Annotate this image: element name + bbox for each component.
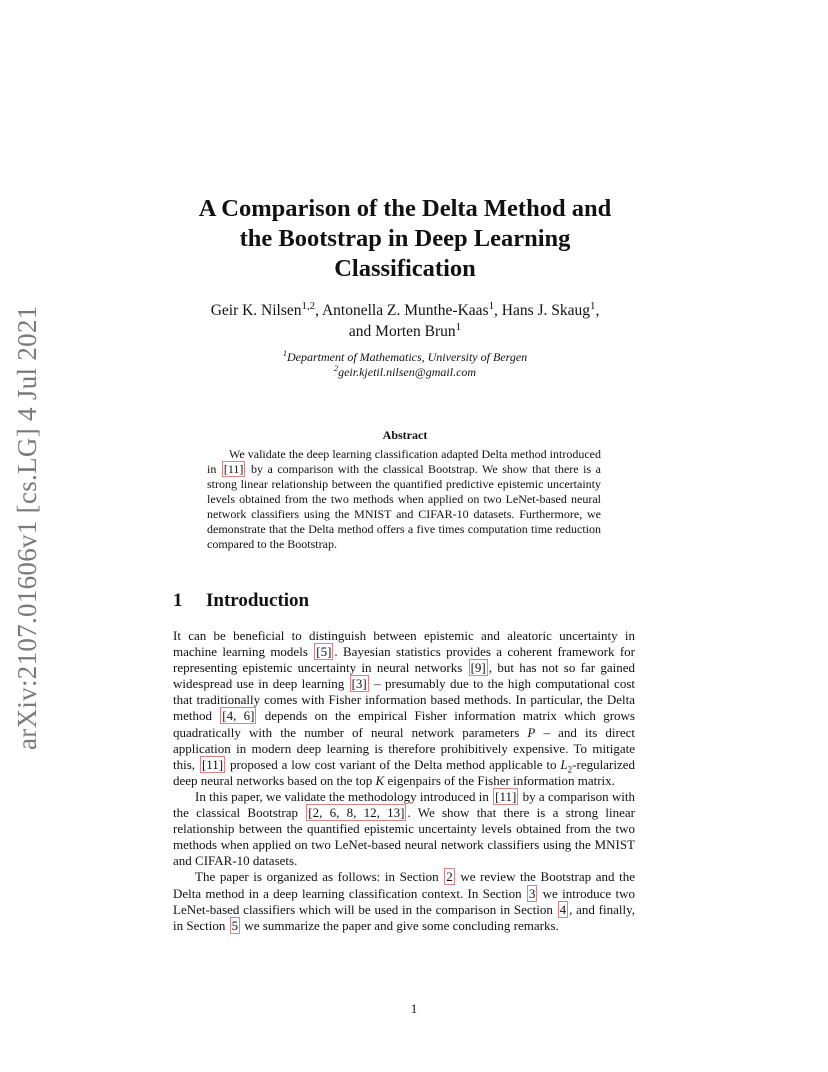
author-name: Morten Brun [375, 323, 456, 340]
citation-link[interactable]: [3] [351, 676, 367, 692]
text-span: , but has not so far gained widespread use in deep learning [173, 660, 635, 692]
page-number: 1 [410, 1001, 418, 1016]
affiliations [160, 350, 650, 380]
author-affil-mark: 1 [590, 299, 596, 312]
title-line: A Comparison of the Delta Method and [198, 195, 612, 222]
citation-link[interactable]: [9] [470, 660, 486, 676]
text-span: we review the Bootstrap and the Delta method in a deep learning classification context. In Section [173, 869, 635, 901]
text-span: by a comparison with the classical Bootstrap [173, 788, 635, 821]
math-variable: L [560, 756, 568, 772]
title-line: Classification [334, 255, 476, 282]
abstract-heading: Abstract [382, 428, 428, 442]
math-variable: P [527, 724, 536, 740]
author-affil-mark: 1 [455, 320, 462, 333]
text-span: , and finally, in Section [173, 901, 635, 933]
section-link[interactable]: 5 [231, 917, 239, 933]
author-conjunction: and [348, 323, 372, 340]
text-span: depends on the empirical Fisher information matrix which grows quadratically with the number of neural network parameters [173, 708, 635, 740]
section-link[interactable]: 4 [559, 901, 567, 917]
text-span: eigenpairs of the Fisher information matrix. [384, 772, 615, 788]
text-span: we summarize the paper and give some concluding remarks. [241, 917, 559, 933]
abstract-span: We validate the deep learning classification adapted Delta method introduced in [207, 447, 601, 476]
section-number: 1 [173, 590, 183, 611]
text-span: In this paper, we validate the methodology introduced in [195, 788, 493, 804]
paragraph [173, 789, 635, 869]
affil-email: geir.kjetil.nilsen@gmail.com [338, 365, 477, 379]
paragraph [173, 869, 635, 933]
paper-title [160, 194, 650, 284]
affil-mark: 2 [333, 364, 339, 373]
author-affil-mark: 1 [488, 299, 494, 312]
text-span: we introduce two LeNet-based classifiers which will be used in the comparison in Section [173, 885, 635, 917]
citation-link[interactable]: [11] [201, 756, 224, 772]
math-subscript: 2 [567, 764, 573, 775]
section-title: Introduction [206, 590, 310, 611]
abstract-span: by a comparison with the classical Bootstrap. We show that there is a strong linear relationship between the quantified predictive epistemic uncertainty levels obtained from the two methods when applied on two LeNet-based neural network classifiers using the MNIST and CIFAR-10 datasets. Furthermore, we demonstrate that the Delta method offers a five times computation time reduction compared to the Bootstrap. [207, 462, 602, 551]
text-span: It can be beneficial to distinguish between epistemic and aleatoric uncertainty in machine learning models [173, 628, 635, 660]
text-span: – and its direct application in modern deep learning is therefore prohibitively expensive. To mitigate this, [173, 724, 635, 772]
text-span: . We show that there is a strong linear relationship between the quantified epistemic uncertainty levels obtained from the two methods when applied on two LeNet-based neural network classifiers using the MNIST and CIFAR-10 datasets. [173, 805, 635, 869]
text-span: – presumably due to the high computational cost that traditionally comes with Fisher information based methods. In particular, the Delta method [173, 676, 635, 724]
abstract-text [207, 447, 601, 552]
intro-body [173, 628, 635, 934]
paragraph [173, 628, 635, 789]
math-variable: K [375, 772, 385, 788]
affil-mark: 1 [282, 349, 287, 358]
section-link[interactable]: 3 [528, 885, 536, 901]
section-heading [173, 590, 309, 612]
author-list: Geir K. Nilsen$^{1,2}$, Antonella Z. Munthe-Kaas$^1$, Hans J. Skaug$^1$, and Morten Brun$^1$ [210, 299, 600, 340]
author-name: Geir K. Nilsen [210, 302, 302, 319]
arxiv-stamp-text: arXiv:2107.01606v1 [cs.LG] 4 Jul 2021 [12, 305, 42, 750]
text-span: . Bayesian statistics provides a coherent framework for representing epistemic uncertainty in neural networks [173, 644, 636, 676]
text-span: proposed a low cost variant of the Delta method applicable to [226, 756, 561, 772]
author-name: Hans J. Skaug [501, 302, 591, 319]
citation-link[interactable]: [11] [495, 788, 517, 804]
citation-link[interactable]: [5] [316, 644, 332, 660]
citation-link[interactable]: [2, 6, 8, 12, 13] [308, 805, 405, 821]
affil-department: Department of Mathematics, University of Bergen [287, 350, 528, 364]
text-span: -regularized deep neural networks based on the top [173, 756, 635, 788]
author-name: Antonella Z. Munthe-Kaas [321, 302, 489, 319]
citation-link[interactable]: [4, 6] [222, 708, 255, 724]
text-span: The paper is organized as follows: in Section [195, 869, 444, 885]
title-line: the Bootstrap in Deep Learning [239, 225, 571, 252]
author-affil-mark: 1,2 [301, 299, 316, 312]
section-link[interactable]: 2 [446, 869, 453, 885]
citation-link[interactable]: [11] [223, 462, 244, 476]
